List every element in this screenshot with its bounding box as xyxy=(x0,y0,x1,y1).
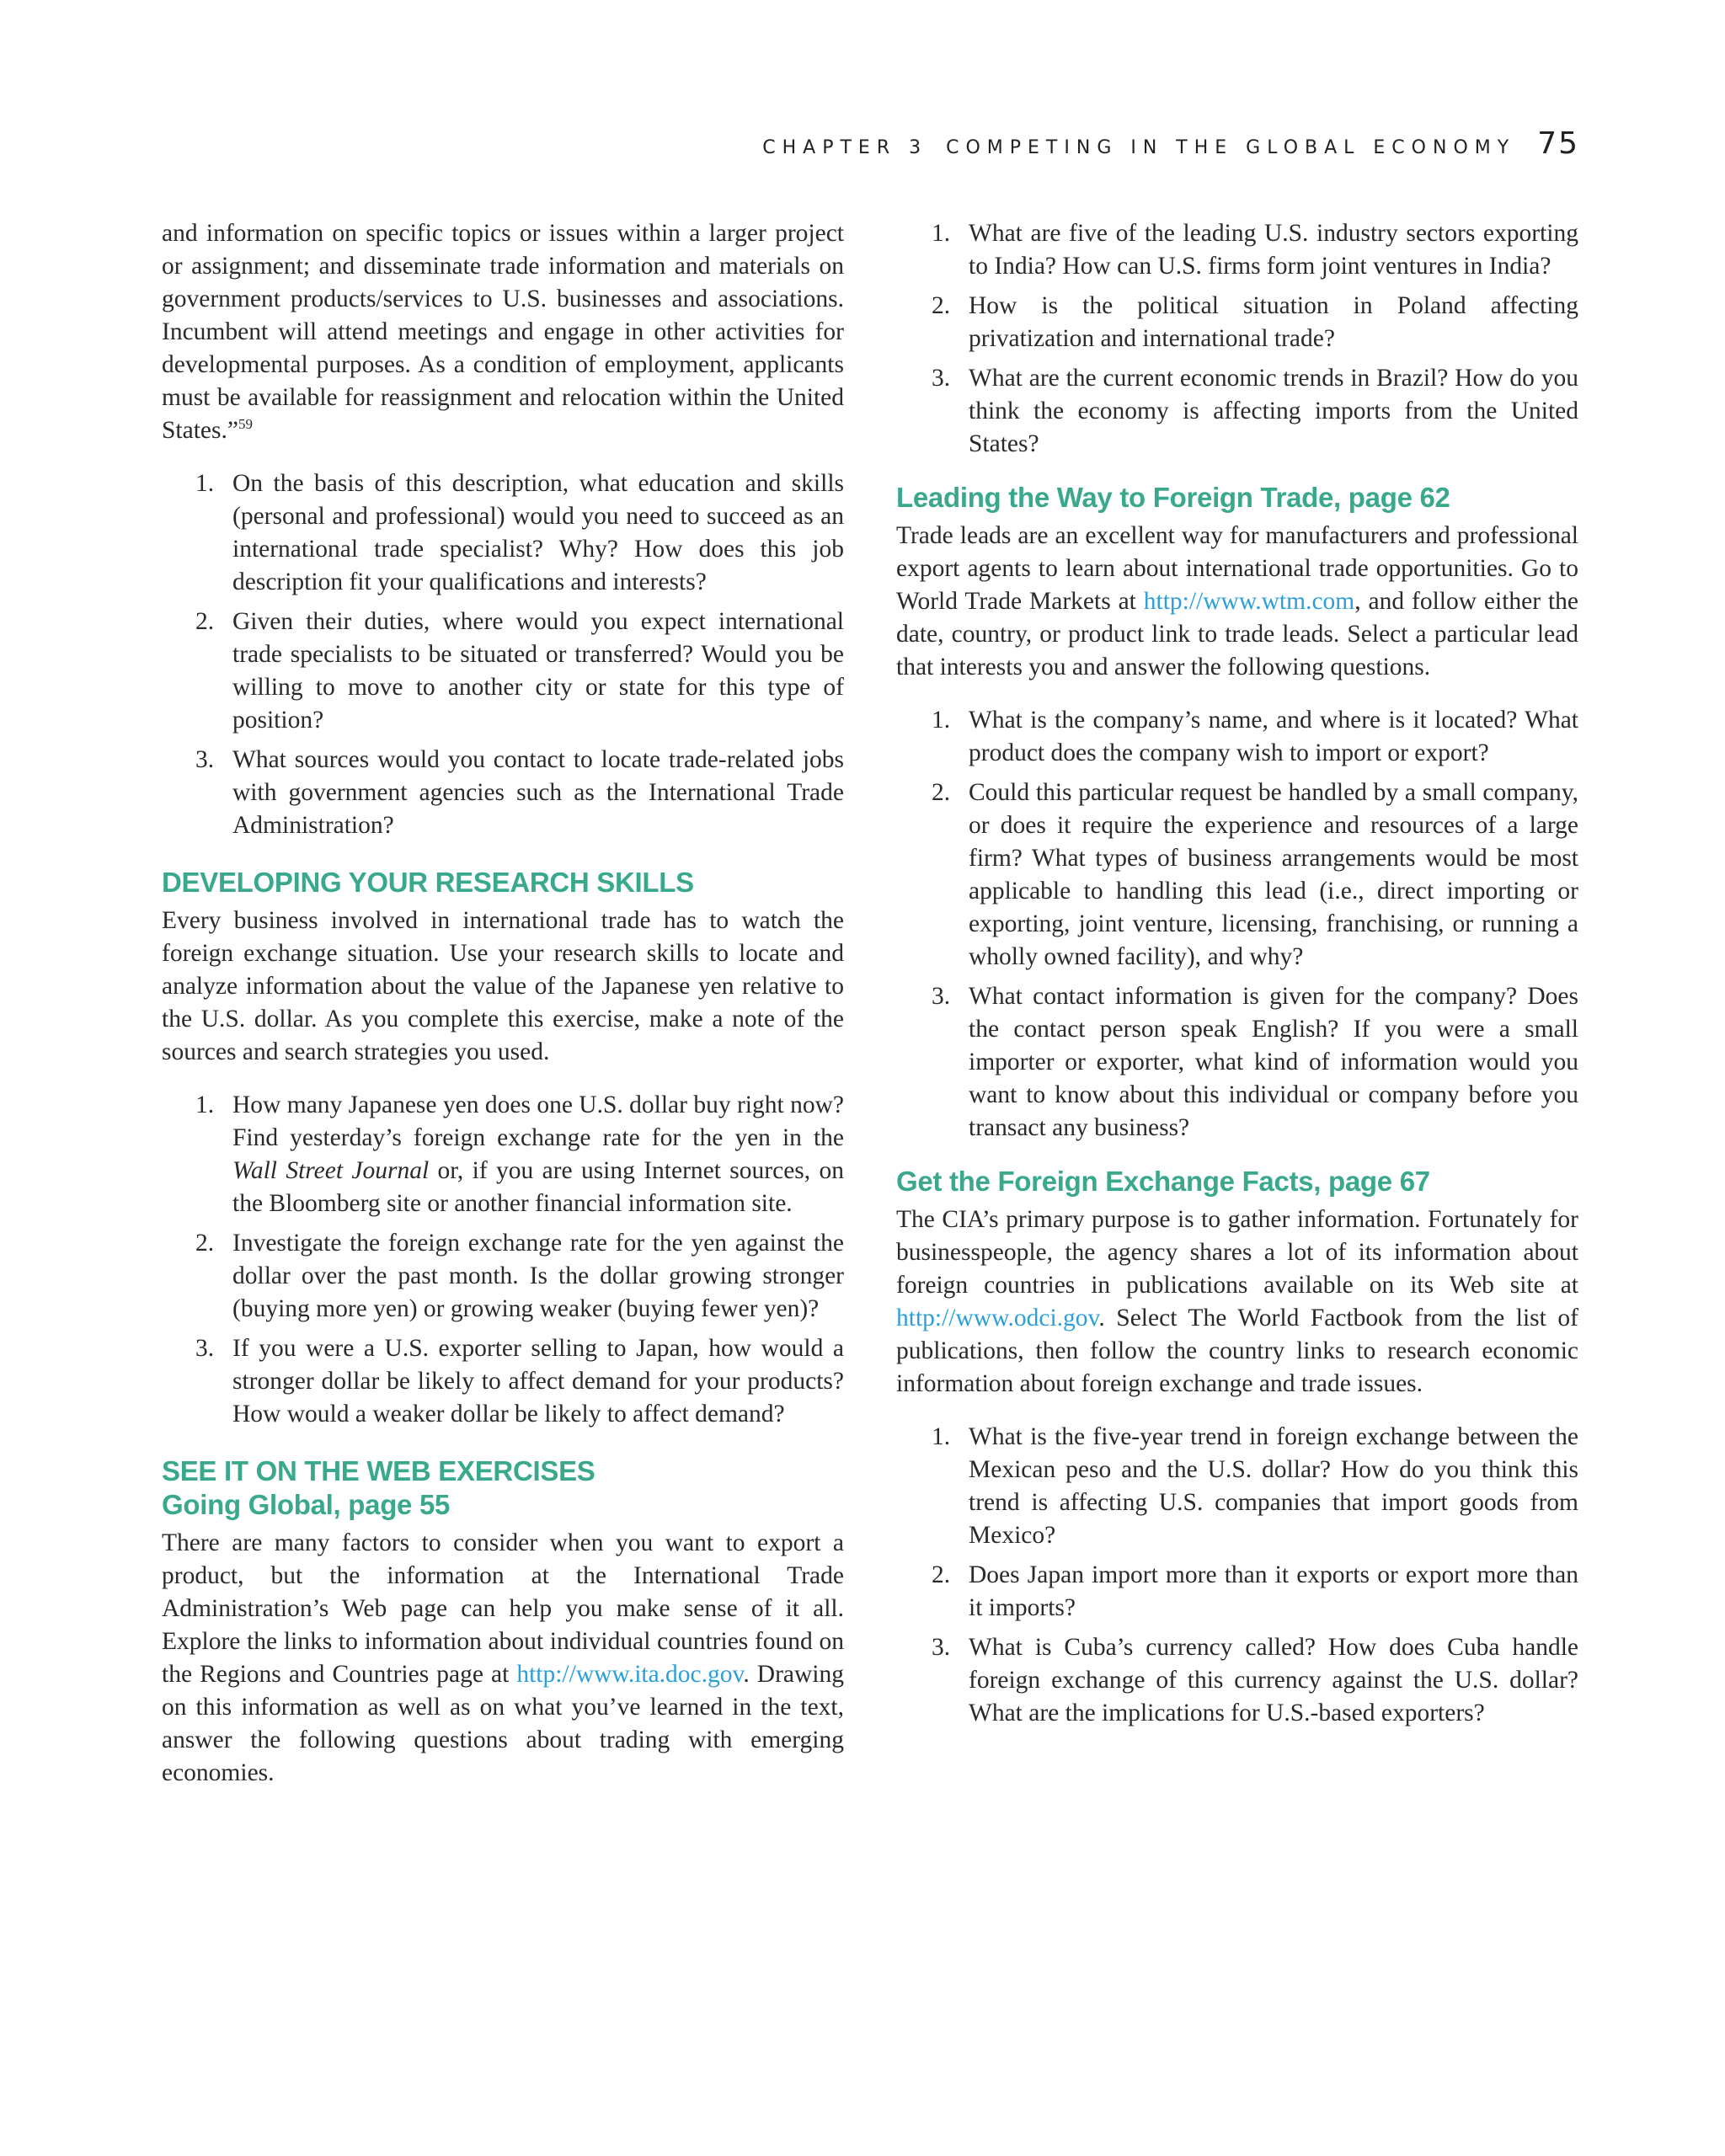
running-head xyxy=(691,126,1579,160)
intro-paragraph xyxy=(162,217,844,447)
list-number: 2. xyxy=(932,292,951,319)
question-text: On the basis of this description, what education and skills (personal and professional) would you need to succeed as an international trade specialist? Why? How does this job description fit your qualifications and interests? xyxy=(232,470,844,595)
paragraph-text: The CIA’s primary purpose is to gather information. Fortunately for businesspeople, the agency shares a lot of its information about foreign countries in publications available on its Web site at xyxy=(896,1206,1578,1299)
list-item xyxy=(896,1559,1578,1625)
list-item xyxy=(162,1089,844,1220)
footnote-ref: 59 xyxy=(238,416,253,433)
list-item xyxy=(896,1631,1578,1730)
list-number: 1. xyxy=(932,220,951,247)
forex-questions xyxy=(896,1421,1578,1730)
list-number: 2. xyxy=(932,1561,951,1588)
question-text: What is the company’s name, and where is it located? What product does the company wish to import or export? xyxy=(969,707,1578,766)
question-text: Could this particular request be handled by a small company, or does it require the experience and resources of a large firm? What types of business arrangements would be most applicable to handling this lead (i.e., direct importing or exporting, joint venture, licensing, franchising, or running a wholly owned facility), and why? xyxy=(969,779,1578,970)
foreign-trade-heading: Leading the Way to Foreign Trade, page 62 xyxy=(896,482,1450,513)
question-text: If you were a U.S. exporter selling to Japan, how would a stronger dollar be likely to affect demand for your products? How would a weaker dollar be likely to affect demand? xyxy=(232,1335,844,1428)
list-number: 2. xyxy=(932,779,951,806)
wtm-link[interactable]: http://www.wtm.com xyxy=(1143,588,1355,615)
question-text: What is the five-year trend in foreign exchange between the Mexican peso and the U.S. dollar? How do you think this trend is affecting U.S. companies that import goods from Mexico? xyxy=(969,1423,1578,1549)
chapter-title: COMPETING IN THE GLOBAL ECONOMY xyxy=(946,137,1516,158)
list-number: 3. xyxy=(932,1634,951,1661)
paragraph-text: There are many factors to consider when you want to export a product, but the information at the International Trade Administration’s Web page can help you make sense of it all. Explore the links to information about individual countries found on the Regions and Countries page at xyxy=(162,1529,844,1688)
ita-link[interactable]: http://www.ita.doc.gov xyxy=(516,1661,744,1688)
paragraph-text: , and follow either the date, country, or product link to trade leads. Select a particular lead that interests you and answer the following questions. xyxy=(896,588,1579,680)
research-paragraph: Every business involved in international trade has to watch the foreign exchange situation. Use your research skills to locate and analyze information about the value of the Japanese yen relative to the U.S. dollar. As you complete this exercise, make a note of the sources and search strategies you used. xyxy=(162,907,844,1065)
going-global-paragraph xyxy=(162,1527,844,1790)
list-number: 1. xyxy=(932,707,951,734)
paragraph-text: . Select The World Factbook from the list of publications, then follow the country links to research economic information about foreign exchange and trade issues. xyxy=(896,1305,1578,1397)
list-number: 2. xyxy=(195,608,215,635)
list-item xyxy=(896,776,1578,974)
list-item xyxy=(896,704,1578,770)
going-global-heading: Going Global, page 55 xyxy=(162,1489,451,1520)
list-item xyxy=(896,217,1578,283)
paragraph-text: Trade leads are an excellent way for manufacturers and professional export agents to learn about international trade opportunities. Go to World Trade Markets at xyxy=(896,522,1578,615)
question-text: How many Japanese yen does one U.S. dollar buy right now? Find yesterday’s foreign exchange rate for the yen in the xyxy=(232,1091,844,1151)
question-text: or, if you are using Internet sources, on the Bloomberg site or another financial information site. xyxy=(232,1157,844,1217)
list-number: 1. xyxy=(932,1423,951,1450)
list-number: 2. xyxy=(195,1230,215,1257)
foreign-trade-paragraph xyxy=(896,520,1578,684)
list-item xyxy=(896,1421,1578,1552)
list-item xyxy=(896,980,1578,1145)
page-number: 75 xyxy=(1537,126,1579,161)
job-questions xyxy=(162,467,844,842)
left-column xyxy=(162,217,844,1790)
list-number: 3. xyxy=(932,983,951,1010)
right-column xyxy=(896,217,1578,1737)
list-number: 1. xyxy=(195,470,215,497)
list-item xyxy=(896,362,1578,461)
list-item xyxy=(162,744,844,842)
web-exercises-heading: SEE IT ON THE WEB EXERCISES xyxy=(162,1455,595,1486)
list-item xyxy=(162,1332,844,1431)
question-text: What are the current economic trends in Brazil? How do you think the economy is affecting imports from the United States? xyxy=(969,365,1578,457)
question-text: Does Japan import more than it exports or export more than it imports? xyxy=(969,1561,1578,1621)
question-text: Investigate the foreign exchange rate for the yen against the dollar over the past month. Is the dollar growing stronger (buying more yen) or growing weaker (buying fewer yen)? xyxy=(232,1230,844,1322)
odci-link[interactable]: http://www.odci.gov xyxy=(896,1305,1099,1331)
research-questions xyxy=(162,1089,844,1431)
question-text: What are five of the leading U.S. industry sectors exporting to India? How can U.S. firms form joint ventures in India? xyxy=(969,220,1578,280)
intro-text: and information on specific topics or issues within a larger project or assignment; and disseminate trade information and materials on government products/services to U.S. businesses and associations. Incumbent will attend meetings and engage in other activities for developmental purposes. As a condition of employment, applicants must be available for reassignment and relocation within the United States.” xyxy=(162,220,844,444)
list-number: 1. xyxy=(195,1091,215,1118)
list-number: 3. xyxy=(932,365,951,392)
forex-facts-heading: Get the Foreign Exchange Facts, page 67 xyxy=(896,1166,1430,1197)
chapter-label: CHAPTER 3 xyxy=(762,137,928,158)
question-text: Given their duties, where would you expect international trade specialists to be situated or transferred? Would you be willing to move to another city or state for this type of position? xyxy=(232,608,844,734)
list-number: 3. xyxy=(195,746,215,773)
research-skills-heading: DEVELOPING YOUR RESEARCH SKILLS xyxy=(162,867,694,898)
question-text: What sources would you contact to locate trade-related jobs with government agencies such as the International Trade Administration? xyxy=(232,746,844,839)
paragraph-text: . Drawing on this information as well as on what you’ve learned in the text, answer the following questions about trading with emerging economies. xyxy=(162,1661,845,1786)
question-text: What is Cuba’s currency called? How does Cuba handle foreign exchange of this currency against the U.S. dollar? What are the implications for U.S.-based exporters? xyxy=(969,1634,1578,1726)
list-item xyxy=(162,606,844,737)
forex-paragraph xyxy=(896,1203,1578,1401)
going-global-questions xyxy=(896,217,1578,461)
question-text: What contact information is given for the company? Does the contact person speak English? If you were a small importer or exporter, what kind of information would you want to know about this individual or company before you transact any business? xyxy=(969,983,1578,1141)
question-text: How is the political situation in Poland affecting privatization and international trade? xyxy=(969,292,1578,352)
list-item xyxy=(162,467,844,599)
list-number: 3. xyxy=(195,1335,215,1362)
list-item xyxy=(896,290,1578,355)
foreign-trade-questions xyxy=(896,704,1578,1145)
list-item xyxy=(162,1227,844,1326)
journal-title: Wall Street Journal xyxy=(232,1157,430,1184)
